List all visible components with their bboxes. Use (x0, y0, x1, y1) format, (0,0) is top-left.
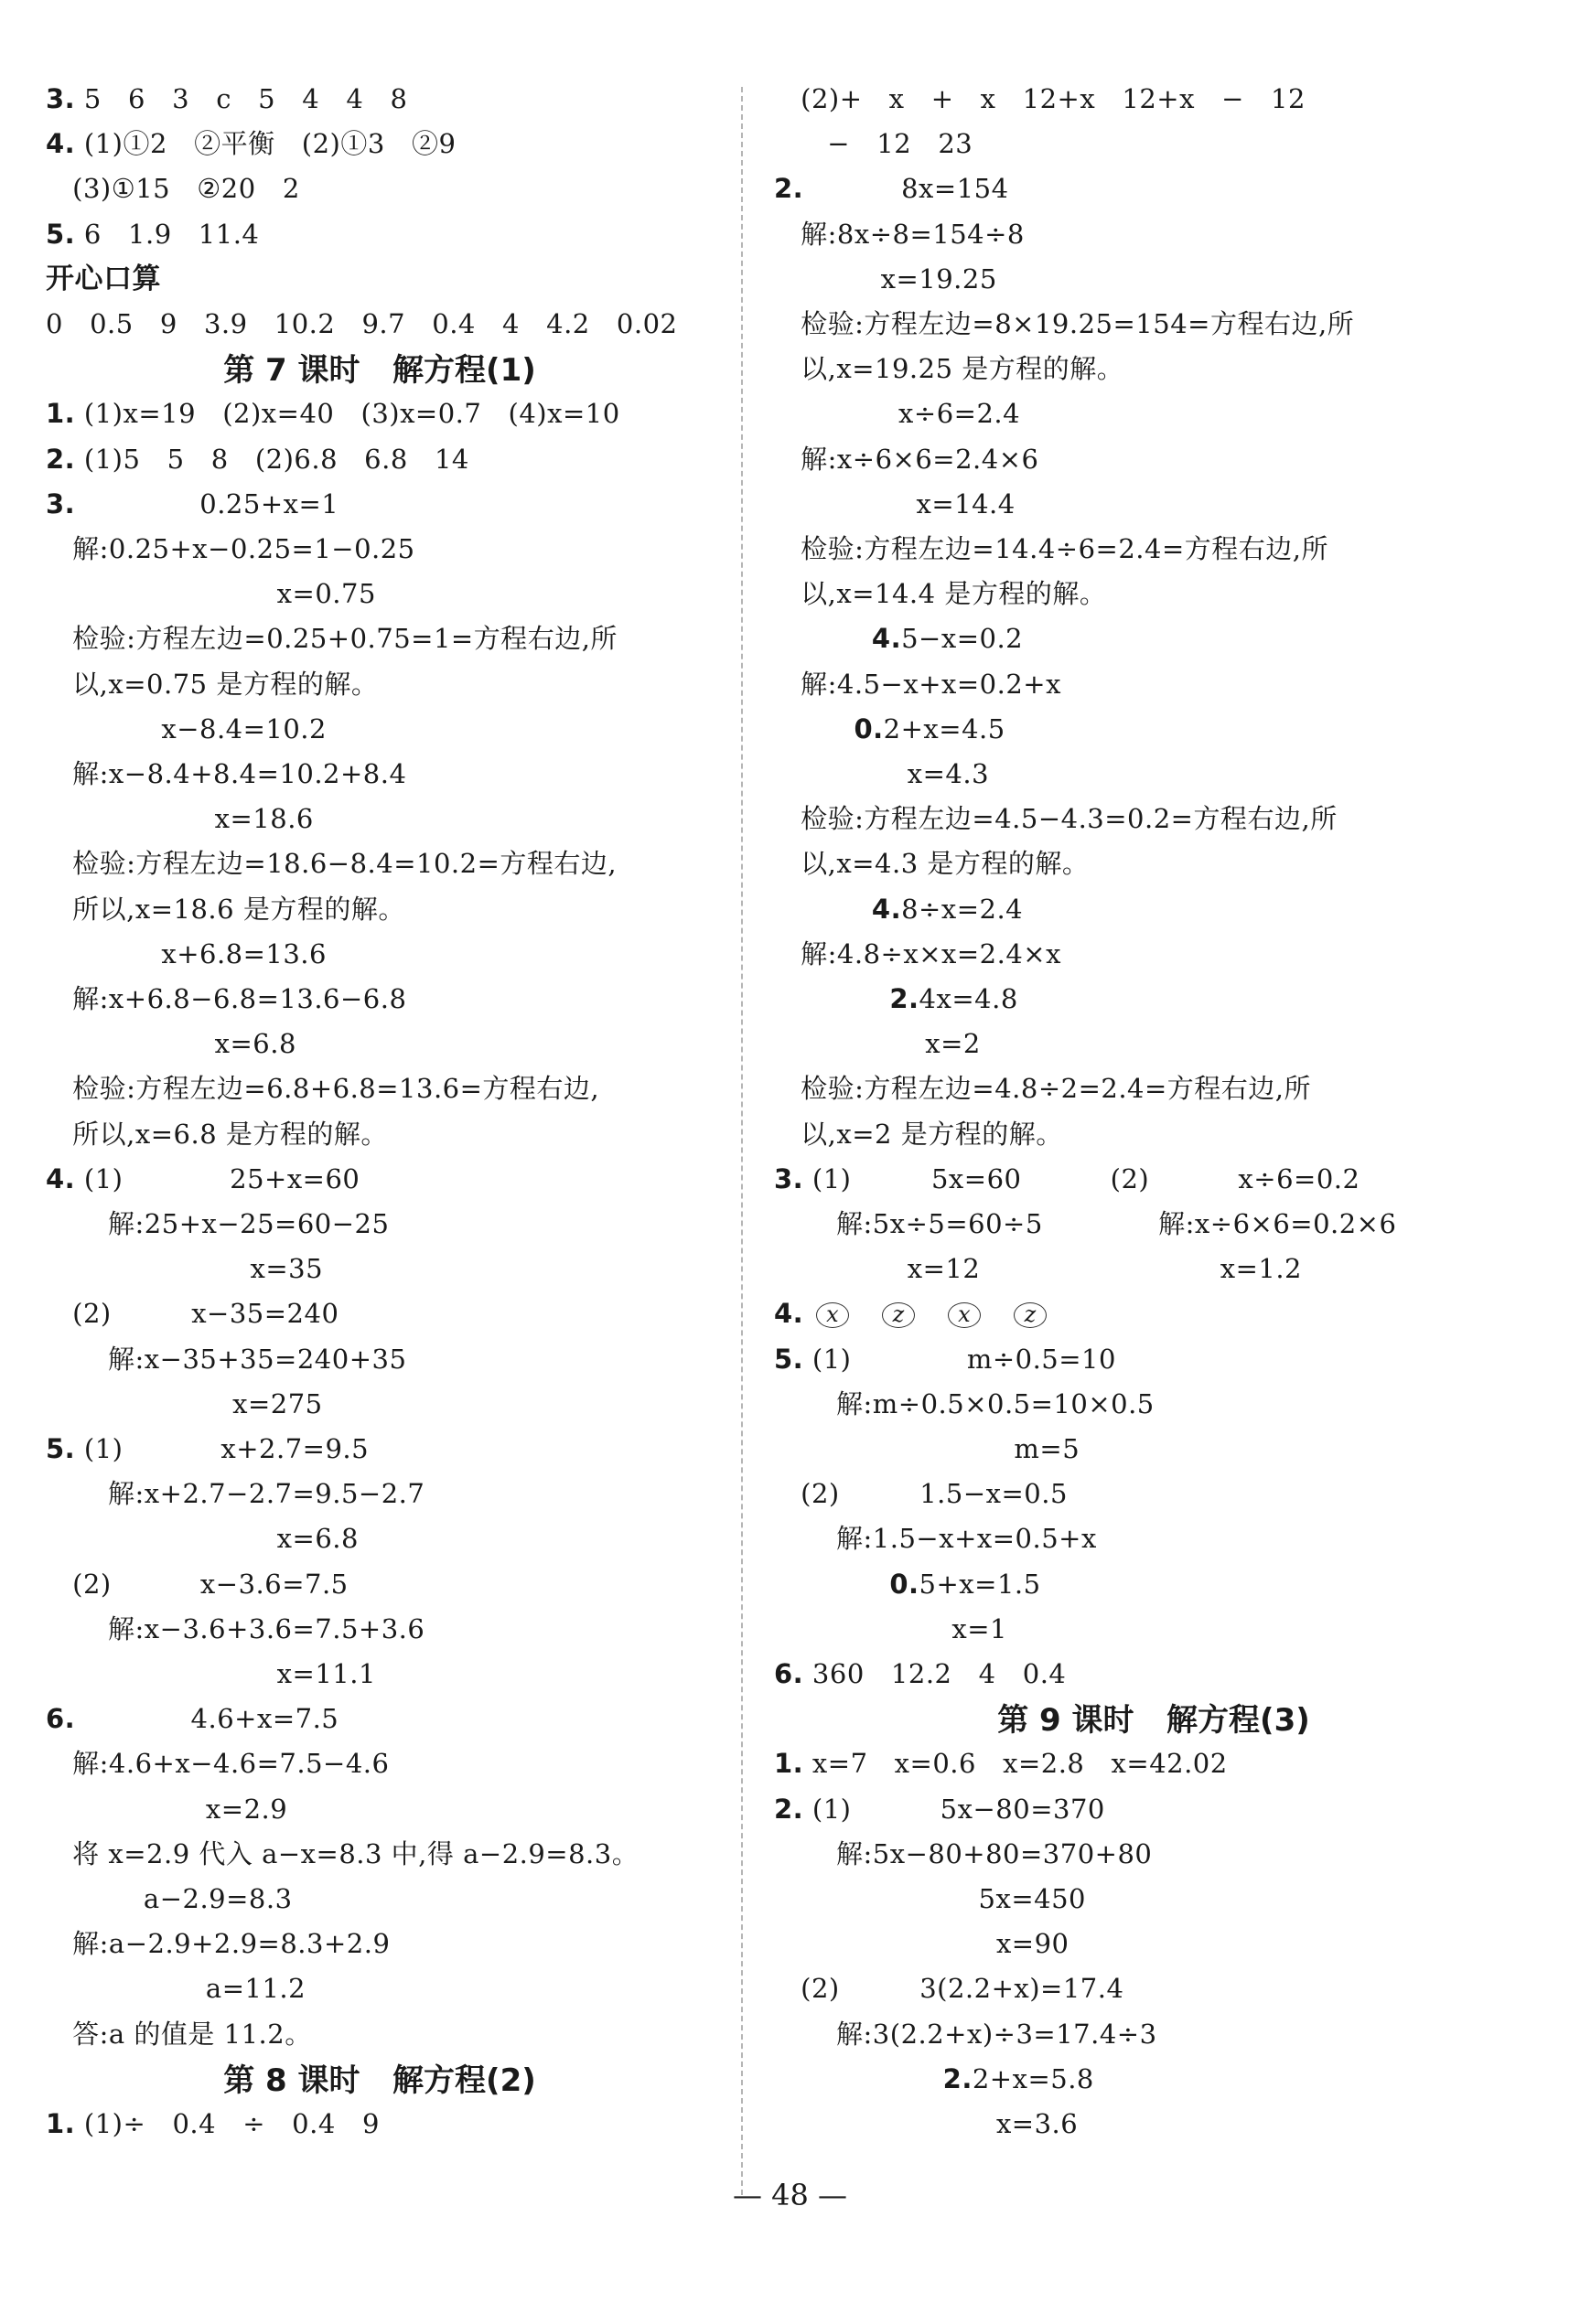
answer-line: 检验:方程左边=14.4÷6=2.4=方程右边,所 (774, 533, 1328, 564)
answer-line: (3)①15 ②20 2 (46, 173, 300, 205)
answer-line: (2)+ x + x 12+x 12+x − 12 (774, 83, 1306, 114)
section-title: 开心口算 (46, 262, 161, 295)
answer-line: 4. x z x z (774, 1297, 1080, 1330)
answer-line: 0.2+x=4.5 (854, 712, 1005, 744)
answer-line: 0.5+x=1.5 (889, 1568, 1041, 1600)
lesson-heading: 第 8 课时 解方程(2) (223, 2062, 536, 2099)
answer-line: 检验:方程左边=6.8+6.8=13.6=方程右边, (46, 1073, 600, 1105)
answer-line: 2. (1) 5x−80=370 (774, 1793, 1105, 1825)
answer-line: 解:4.8÷x×x=2.4×x (774, 937, 1061, 969)
answer-line: 解:8x÷8=154÷8 (774, 218, 1025, 250)
answer-line: x=2 (774, 1028, 981, 1060)
answer-line: 解:4.6+x−4.6=7.5−4.6 (46, 1748, 390, 1780)
answer-line: x=12 x=1.2 (774, 1253, 1302, 1285)
answer-line: x−8.4=10.2 (46, 712, 327, 744)
lesson-heading: 第 7 课时 解方程(1) (223, 352, 536, 390)
answer-line: 解:25+x−25=60−25 (46, 1208, 390, 1239)
answer-line: 3. 0.25+x=1 (46, 487, 339, 519)
lesson-heading: 第 9 课时 解方程(3) (997, 1702, 1310, 1740)
answer-line: 解:3(2.2+x)÷3=17.4÷3 (774, 2018, 1157, 2050)
answer-line: x=90 (774, 1928, 1069, 1960)
answer-line: 4.8÷x=2.4 (871, 893, 1024, 925)
answer-line: x=35 (46, 1253, 324, 1285)
answer-line: 5. 6 1.9 11.4 (46, 218, 260, 250)
answer-line: x=19.25 (774, 262, 997, 295)
answer-line: 4. (1)①2 ②平衡 (2)①3 ②9 (46, 128, 457, 160)
answer-line: (2) x−35=240 (46, 1298, 339, 1330)
answer-line: x=4.3 (774, 758, 990, 789)
answer-line: 6. 360 12.2 4 0.4 (774, 1658, 1067, 1689)
answer-line: 以,x=14.4 是方程的解。 (774, 578, 1107, 610)
answer-line: (2) 1.5−x=0.5 (774, 1478, 1068, 1510)
answer-line: 1. x=7 x=0.6 x=2.8 x=42.02 (774, 1748, 1228, 1780)
answer-line: 以,x=2 是方程的解。 (774, 1118, 1063, 1150)
answer-line: 2.4x=4.8 (889, 983, 1018, 1014)
answer-line: x=14.4 (774, 487, 1016, 519)
answer-line: x+6.8=13.6 (46, 937, 327, 969)
answer-line: x=6.8 (46, 1028, 296, 1060)
answer-line: x=3.6 (774, 2108, 1079, 2139)
answer-line: x=18.6 (46, 803, 314, 835)
answer-line: x=11.1 (46, 1658, 376, 1689)
page-number: — 48 — (732, 2178, 848, 2212)
answer-line: 1. (1)÷ 0.4 ÷ 0.4 9 (46, 2108, 380, 2139)
answer-line: 2. (1)5 5 8 (2)6.8 6.8 14 (46, 443, 469, 475)
circled-answer: x (816, 1302, 849, 1328)
column-divider (741, 87, 743, 2195)
answer-line: x=0.75 (46, 578, 376, 610)
answer-line: 解:0.25+x−0.25=1−0.25 (46, 533, 415, 564)
answer-line: 6. 4.6+x=7.5 (46, 1703, 339, 1735)
answer-line: 4. (1) 25+x=60 (46, 1162, 360, 1194)
answer-line: x=6.8 (46, 1523, 359, 1555)
circled-answer: z (882, 1302, 915, 1328)
circled-answer: x (948, 1302, 981, 1328)
answer-line: 所以,x=18.6 是方程的解。 (46, 893, 405, 925)
answer-line: 3. (1) 5x=60 (2) x÷6=0.2 (774, 1162, 1360, 1194)
circled-answer: z (1014, 1302, 1047, 1328)
answer-line: x=1 (774, 1612, 1007, 1644)
answer-line: m=5 (774, 1433, 1080, 1464)
answer-line: 检验:方程左边=4.8÷2=2.4=方程右边,所 (774, 1073, 1312, 1105)
answer-line: 以,x=0.75 是方程的解。 (46, 668, 379, 700)
answer-line: 解:5x−80+80=370+80 (774, 1837, 1153, 1869)
answer-line: − 12 23 (774, 128, 973, 160)
answer-line: 解:x−8.4+8.4=10.2+8.4 (46, 758, 407, 789)
answer-line: 解:4.5−x+x=0.2+x (774, 668, 1061, 700)
answer-line: x=2.9 (46, 1793, 288, 1825)
answer-line: (2) 3(2.2+x)=17.4 (774, 1973, 1124, 2005)
answer-line: (2) x−3.6=7.5 (46, 1568, 349, 1600)
answer-line: 解:x÷6×6=2.4×6 (774, 443, 1039, 475)
answer-line: x÷6=2.4 (774, 398, 1021, 430)
answer-line: 5. (1) m÷0.5=10 (774, 1343, 1116, 1375)
answer-line: 解:x−3.6+3.6=7.5+3.6 (46, 1612, 425, 1644)
answer-line: 答:a 的值是 11.2。 (46, 2018, 312, 2050)
answer-line: 解:5x÷5=60÷5 解:x÷6×6=0.2×6 (774, 1208, 1397, 1239)
answer-line: 解:m÷0.5×0.5=10×0.5 (774, 1387, 1155, 1419)
answer-line: 将 x=2.9 代入 a−x=8.3 中,得 a−2.9=8.3。 (46, 1837, 640, 1869)
answer-line: a−2.9=8.3 (46, 1883, 293, 1914)
answer-line: 所以,x=6.8 是方程的解。 (46, 1118, 388, 1150)
answer-line: 检验:方程左边=4.5−4.3=0.2=方程右边,所 (774, 803, 1338, 835)
answer-line: 3. 5 6 3 c 5 4 4 8 (46, 83, 408, 114)
answer-line: 2.2+x=5.8 (942, 2062, 1094, 2094)
answer-line: 解:x+2.7−2.7=9.5−2.7 (46, 1478, 425, 1510)
answer-line: 解:a−2.9+2.9=8.3+2.9 (46, 1928, 391, 1960)
answer-line: 检验:方程左边=18.6−8.4=10.2=方程右边, (46, 848, 618, 880)
answer-line: 2. 8x=154 (774, 173, 1009, 205)
answer-line: 0 0.5 9 3.9 10.2 9.7 0.4 4 4.2 0.02 (46, 308, 678, 339)
answer-line: 检验:方程左边=8×19.25=154=方程右边,所 (774, 308, 1355, 339)
answer-line: 以,x=19.25 是方程的解。 (774, 353, 1124, 385)
answer-line: a=11.2 (46, 1973, 306, 2005)
answer-line: 解:x−35+35=240+35 (46, 1343, 407, 1375)
answer-line: 解:x+6.8−6.8=13.6−6.8 (46, 983, 407, 1014)
answer-line: 5x=450 (774, 1883, 1086, 1914)
answer-line: 以,x=4.3 是方程的解。 (774, 848, 1090, 880)
answer-line: 4.5−x=0.2 (871, 623, 1024, 655)
answer-line: 1. (1)x=19 (2)x=40 (3)x=0.7 (4)x=10 (46, 398, 620, 430)
answer-line: 检验:方程左边=0.25+0.75=1=方程右边,所 (46, 623, 618, 655)
answer-line: 5. (1) x+2.7=9.5 (46, 1433, 370, 1464)
answer-line: x=275 (46, 1387, 323, 1419)
answer-line: 解:1.5−x+x=0.5+x (774, 1523, 1097, 1555)
